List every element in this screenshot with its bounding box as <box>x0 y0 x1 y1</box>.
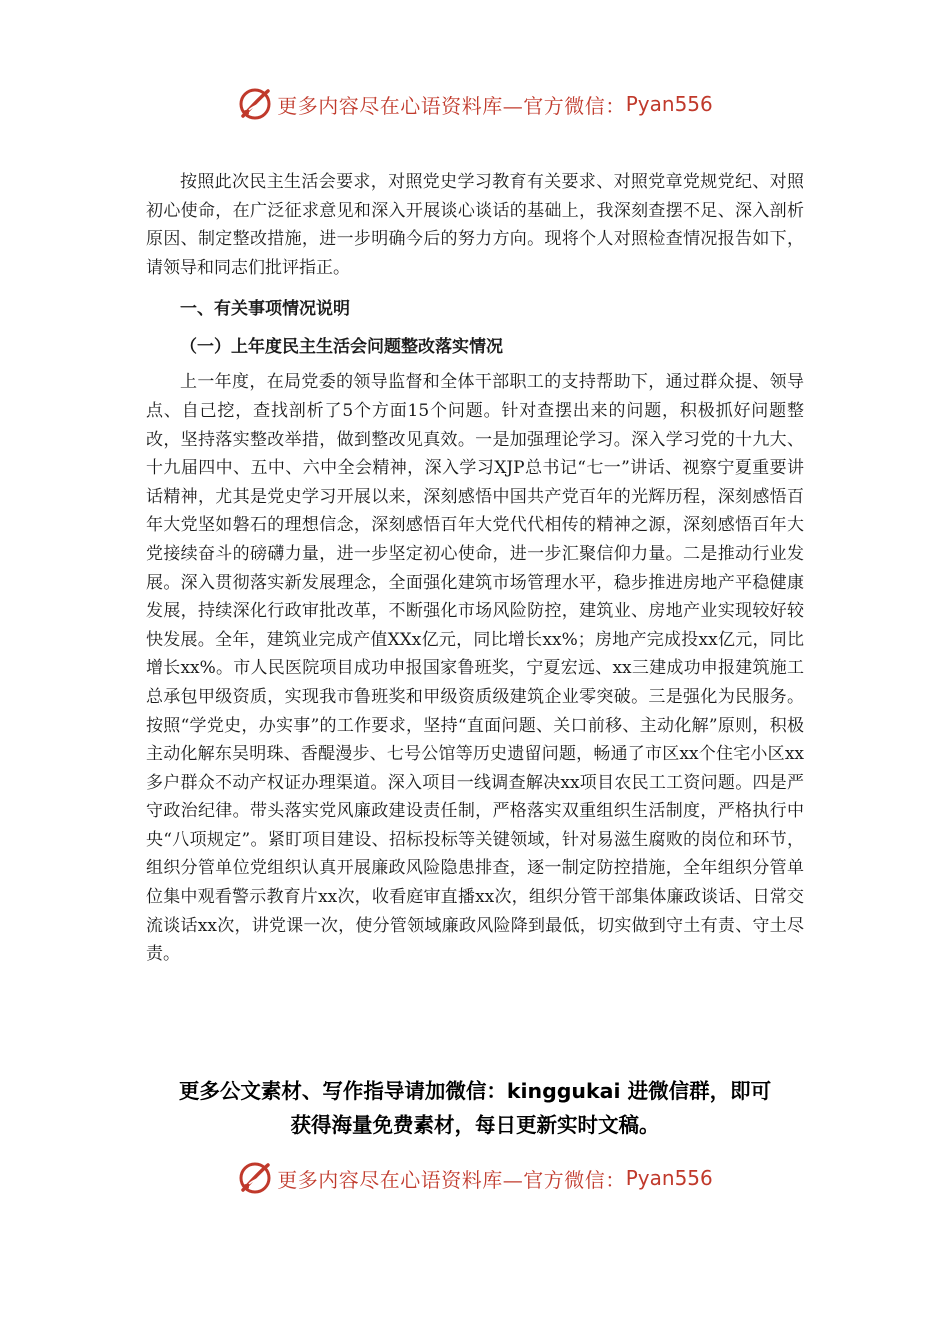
promo-notice-line-1: 更多公文素材、写作指导请加微信：kinggukai 进微信群，即可 <box>178 1079 772 1103</box>
promo-notice <box>120 1074 830 1142</box>
subsection-heading: （一）上年度民主生活会问题整改落实情况 <box>180 337 503 358</box>
brush-logo-icon <box>237 1160 273 1196</box>
brush-logo-icon <box>237 86 273 122</box>
document-body <box>146 168 804 969</box>
footer-banner-text: 更多内容尽在心语资料库—官方微信： <box>277 1167 626 1192</box>
footer-watermark-banner <box>0 1158 950 1198</box>
header-banner-wechat-id: Pyan556 <box>625 92 713 116</box>
header-watermark-banner <box>0 84 950 124</box>
section-heading: 一、有关事项情况说明 <box>180 299 350 320</box>
promo-notice-line-2: 获得海量免费素材，每日更新实时文稿。 <box>290 1113 660 1137</box>
intro-paragraph: 按照此次民主生活会要求，对照党史学习教育有关要求、对照党章党规党纪、对照初心使命，在广泛征求意见和深入开展谈心谈话的基础上，我深刻查摆不足、深入剖析原因、制定整改措施，进一步明确今后的努力方向。现将个人对照检查情况报告如下，请领导和同志们批评指正。 <box>146 172 804 278</box>
header-banner-text: 更多内容尽在心语资料库—官方微信： <box>277 93 626 118</box>
main-paragraph: 上一年度，在局党委的领导监督和全体干部职工的支持帮助下，通过群众提、领导点、自己挖，查找剖析了5个方面15个问题。针对查摆出来的问题，积极抓好问题整改，坚持落实整改举措，做到整改见真效。一是加强理论学习。深入学习党的十九大、十九届四中、五中、六中全会精神，深入学习XJP总书记“七一”讲话、视察宁夏重要讲话精神，尤其是党史学习开展以来，深刻感悟中国共产党百年的光辉历程，深刻感悟百年大党坚如磐石的理想信念，深刻感悟百年大党代代相传的精神之源，深刻感悟百年大党接续奋斗的磅礴力量，进一步坚定初心使命，进一步汇聚信仰力量。二是推动行业发展。深入贯彻落实新发展理念，全面强化建筑市场管理水平，稳步推进房地产平稳健康发展，持续深化行政审批改革，不断强化市场风险防控，建筑业、房地产业实现较好较快发展。全年，建筑业完成产值XXx亿元，同比增长xx%；房地产完成投xx亿元，同比增长xx%。市人民医院项目成功申报国家鲁班奖，宁夏宏远、xx三建成功申报建筑施工总承包甲级资质，实现我市鲁班奖和甲级资质级建筑企业零突破。三是强化为民服务。按照“学党史，办实事”的工作要求，坚持“直面问题、关口前移、主动化解”原则，积极主动化解东吴明珠、香醍漫步、七号公馆等历史遗留问题，畅通了市区xx个住宅小区xx多户群众不动产权证办理渠道。深入项目一线调查解决xx项目农民工工资问题。四是严守政治纪律。带头落实党风廉政建设责任制，严格落实双重组织生活制度，严格执行中央“八项规定”。紧盯项目建设、招标投标等关键领域，针对易滋生腐败的岗位和环节，组织分管单位党组织认真开展廉政风险隐患排查，逐一制定防控措施，全年组织分管单位集中观看警示教育片xx次，收看庭审直播xx次，组织分管干部集体廉政谈话、日常交流谈话xx次，讲党课一次，使分管领域廉政风险降到最低，切实做到守土有责、守土尽责。 <box>146 372 804 965</box>
footer-banner-wechat-id: Pyan556 <box>625 1166 713 1190</box>
